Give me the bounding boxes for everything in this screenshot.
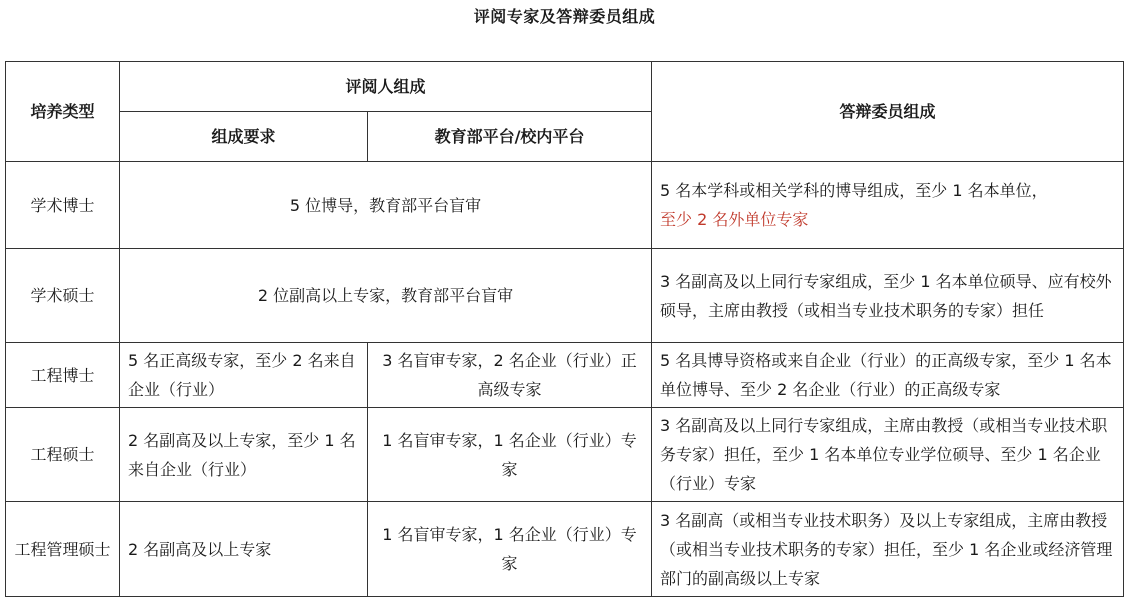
committee-highlight-text: 至少 2 名外单位专家: [660, 210, 809, 229]
requirement-cell: 5 名正高级专家，至少 2 名来自企业（行业）: [120, 343, 368, 408]
review-merged-cell: 5 位博导，教育部平台盲审: [120, 162, 652, 249]
training-type-cell: 学术硕士: [6, 249, 120, 343]
header-requirements: 组成要求: [120, 112, 368, 162]
table-row: [6, 162, 1124, 249]
platform-cell: 3 名盲审专家，2 名企业（行业）正高级专家: [368, 343, 652, 408]
committee-cell: [652, 162, 1124, 249]
training-type-cell: 工程博士: [6, 343, 120, 408]
committee-text: 5 名本学科或相关学科的博导组成，至少 1 名本单位，: [660, 181, 1048, 200]
table-row: [6, 408, 1124, 502]
table-row: [6, 343, 1124, 408]
table-row: [6, 249, 1124, 343]
training-type-cell: 工程管理硕士: [6, 502, 120, 597]
requirement-cell: 2 名副高及以上专家: [120, 502, 368, 597]
table-row: [6, 502, 1124, 597]
page-title: 评阅专家及答辩委员组成: [473, 7, 656, 26]
training-type-cell: 学术博士: [6, 162, 120, 249]
committee-cell: 3 名副高及以上同行专家组成，主席由教授（或相当专业技术职务专家）担任，至少 1 名本单位专业学位硕导、至少 1 名企业（行业）专家: [652, 408, 1124, 502]
header-platform: 教育部平台/校内平台: [368, 112, 652, 162]
training-type-cell: 工程硕士: [6, 408, 120, 502]
committee-cell: 3 名副高（或相当专业技术职务）及以上专家组成，主席由教授（或相当专业技术职务的专家）担任，至少 1 名企业或经济管理部门的副高级以上专家: [652, 502, 1124, 597]
platform-cell: 1 名盲审专家，1 名企业（行业）专家: [368, 502, 652, 597]
requirement-cell: 2 名副高及以上专家，至少 1 名来自企业（行业）: [120, 408, 368, 502]
header-committee-composition: 答辩委员组成: [652, 62, 1124, 162]
review-merged-cell: 2 位副高以上专家，教育部平台盲审: [120, 249, 652, 343]
header-reviewer-composition: 评阅人组成: [120, 62, 652, 112]
platform-cell: 1 名盲审专家，1 名企业（行业）专家: [368, 408, 652, 502]
header-training-type: 培养类型: [6, 62, 120, 162]
committee-cell: 3 名副高及以上同行专家组成，至少 1 名本单位硕导、应有校外硕导，主席由教授（或相当专业技术职务的专家）担任: [652, 249, 1124, 343]
committee-cell: 5 名具博导资格或来自企业（行业）的正高级专家，至少 1 名本单位博导、至少 2 名企业（行业）的正高级专家: [652, 343, 1124, 408]
expert-composition-table: [5, 61, 1124, 597]
